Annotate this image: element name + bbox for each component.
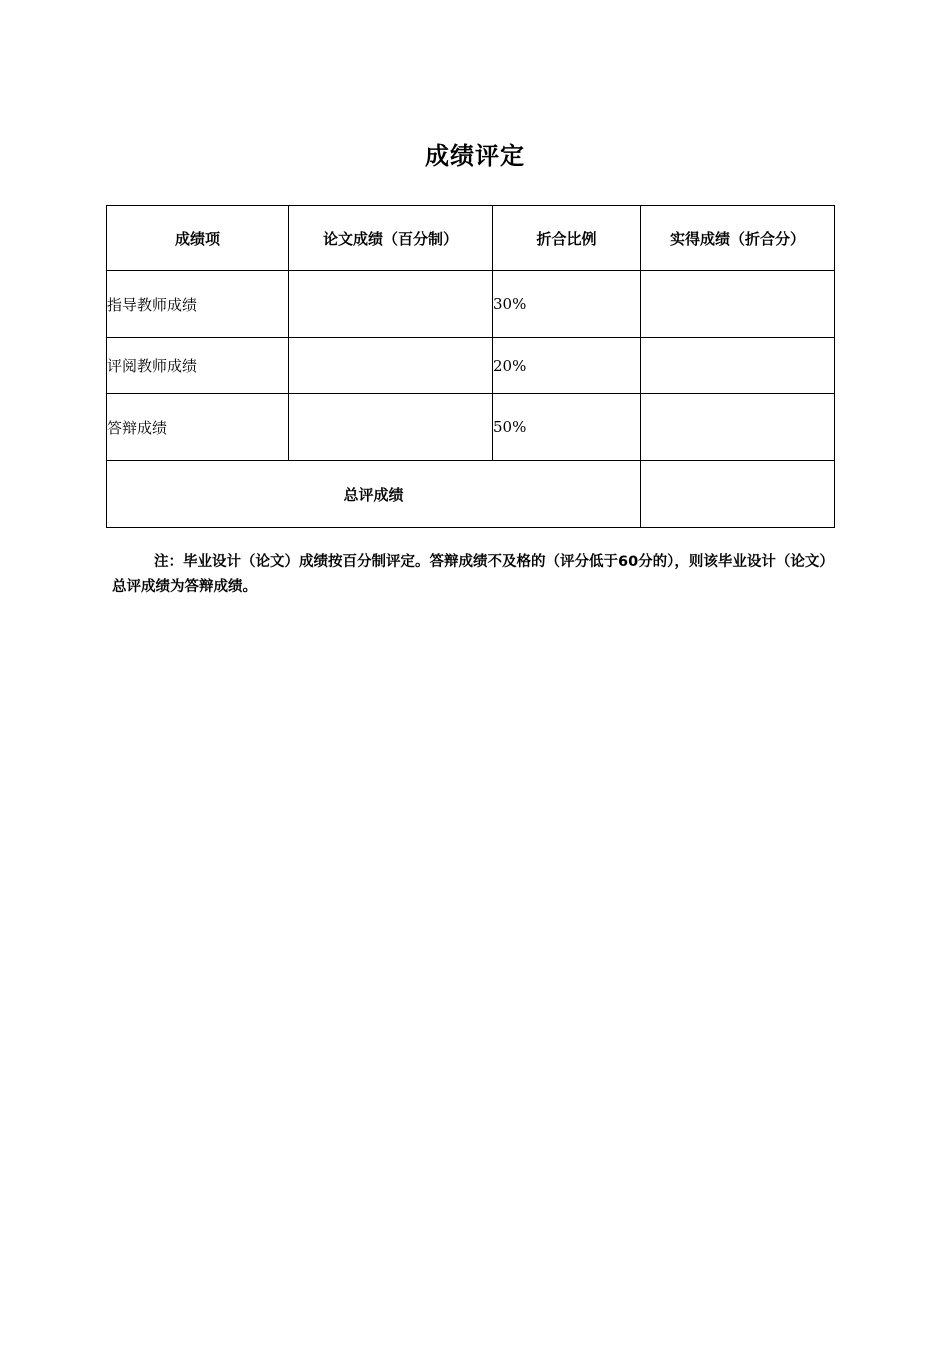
- actual-cell-advisor[interactable]: [641, 271, 835, 338]
- row-label-defense: 答辩成绩: [107, 394, 289, 461]
- page-title: 成绩评定: [425, 142, 525, 170]
- table-row: [107, 338, 835, 394]
- header-actual-score: 实得成绩（折合分）: [641, 206, 835, 271]
- score-cell-reviewer[interactable]: [289, 338, 493, 394]
- table-total-row: [107, 461, 835, 528]
- actual-cell-defense[interactable]: [641, 394, 835, 461]
- table-row: [107, 394, 835, 461]
- ratio-cell-reviewer: 20%: [493, 338, 641, 394]
- row-label-advisor: 指导教师成绩: [107, 271, 289, 338]
- ratio-cell-defense: 50%: [493, 394, 641, 461]
- score-cell-defense[interactable]: [289, 394, 493, 461]
- table-row: [107, 271, 835, 338]
- table-header-row: [107, 206, 835, 271]
- actual-cell-reviewer[interactable]: [641, 338, 835, 394]
- ratio-cell-advisor: 30%: [493, 271, 641, 338]
- score-cell-advisor[interactable]: [289, 271, 493, 338]
- note-text: 注：毕业设计（论文）成绩按百分制评定。答辩成绩不及格的（评分低于60分的），则该毕业设计（论文）总评成绩为答辩成绩。: [112, 554, 834, 595]
- header-item: 成绩项: [107, 206, 289, 271]
- row-label-reviewer: 评阅教师成绩: [107, 338, 289, 394]
- header-ratio: 折合比例: [493, 206, 641, 271]
- header-thesis-score: 论文成绩（百分制）: [289, 206, 493, 271]
- grade-table: [106, 205, 835, 528]
- total-value-cell[interactable]: [641, 461, 835, 528]
- total-label: 总评成绩: [107, 461, 641, 528]
